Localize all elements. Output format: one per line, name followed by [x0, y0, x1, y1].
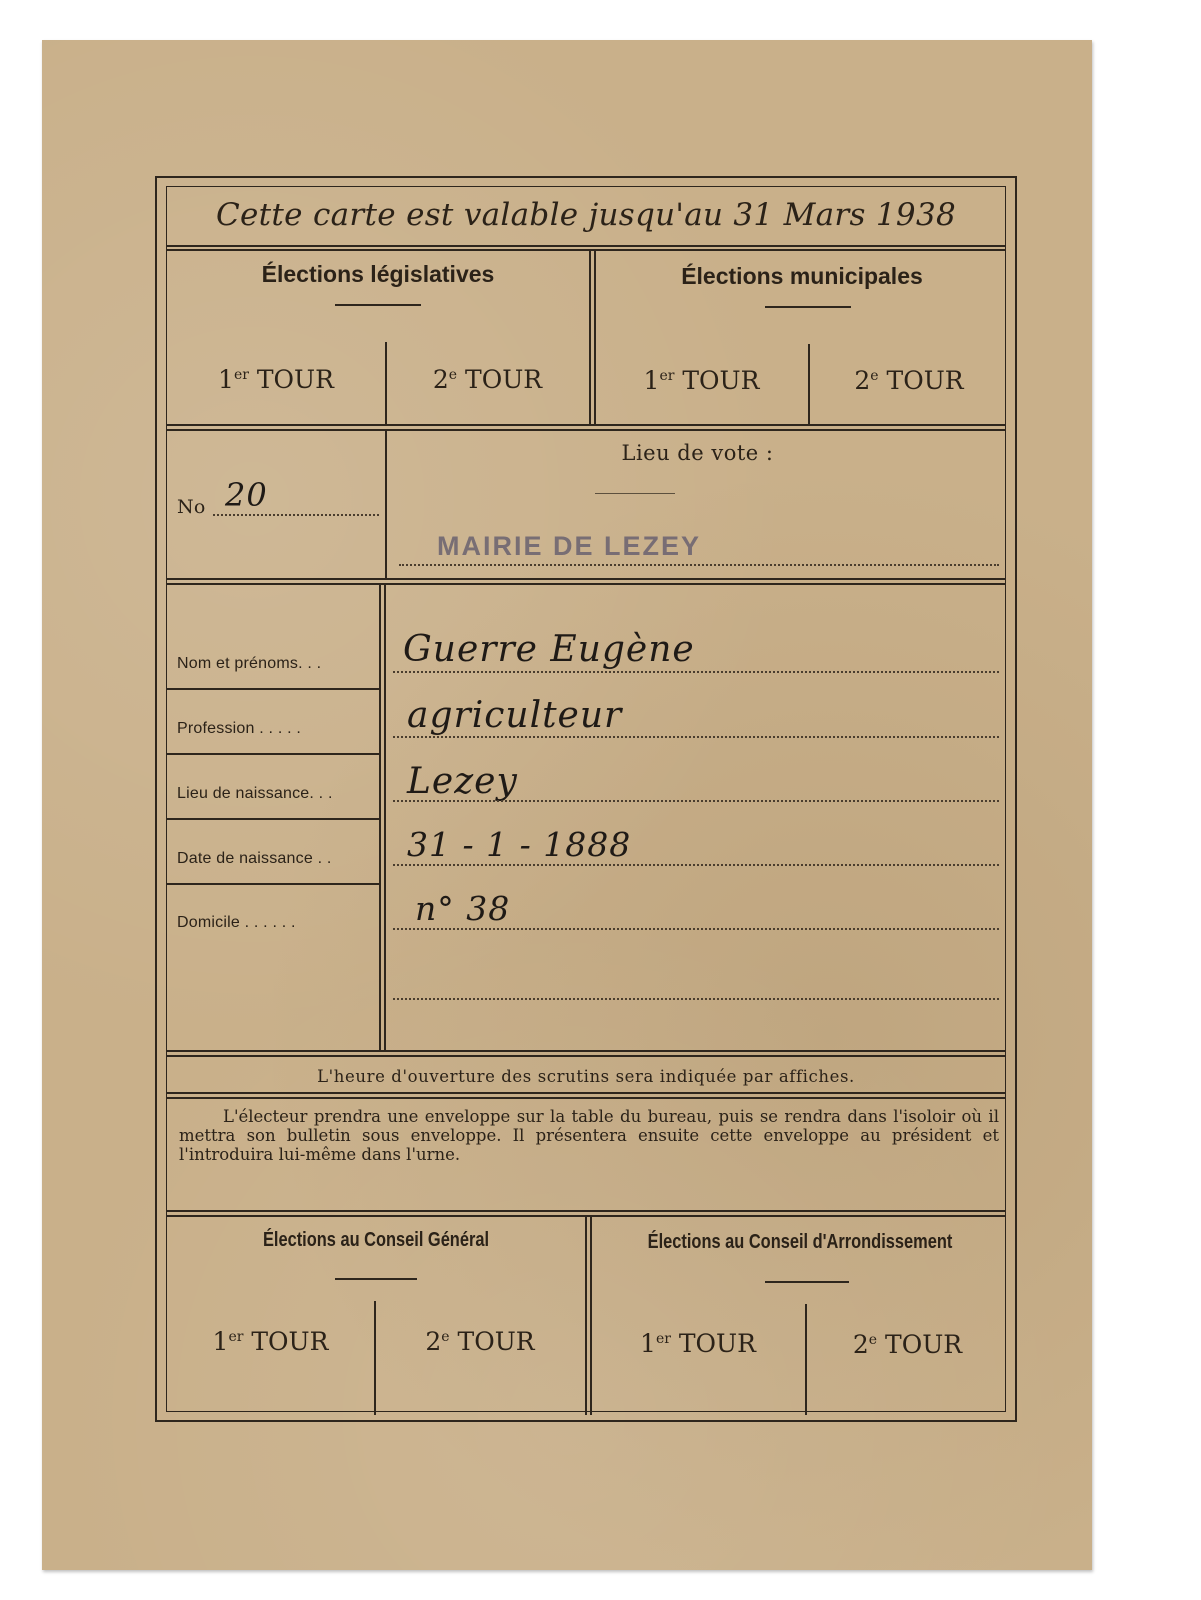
arrondissement-tour-1: 1er TOUR — [640, 1329, 756, 1358]
nom-dotted-line — [393, 671, 999, 673]
divider — [167, 578, 1005, 580]
divider — [167, 1055, 1005, 1057]
divider — [167, 424, 1005, 426]
validity-heading: Cette carte est valable jusqu'au 31 Mars 1938 — [215, 197, 957, 233]
divider — [167, 1092, 1005, 1094]
nom-value: Guerre Eugène — [403, 629, 695, 670]
municipales-tour-2: 2e TOUR — [854, 366, 964, 395]
divider — [167, 1050, 1005, 1052]
legislatives-tour-2: 2e TOUR — [432, 365, 543, 394]
voter-card — [42, 40, 1092, 1570]
divider — [585, 1216, 587, 1415]
municipales-tour-1: 1er TOUR — [643, 366, 760, 395]
profession-label: Profession . . . . . — [177, 720, 302, 737]
domicile-value: n° 38 — [415, 889, 511, 928]
card-inner-frame — [166, 186, 1006, 1412]
domicile-dotted-line — [393, 928, 999, 930]
domicile-dotted-line-2 — [393, 998, 999, 1000]
divider — [384, 584, 386, 1050]
divider — [167, 688, 379, 690]
divider — [167, 245, 1005, 247]
divider — [167, 818, 379, 820]
general-tour-2: 2e TOUR — [425, 1327, 535, 1356]
divider — [167, 1097, 1005, 1099]
divider — [765, 306, 851, 308]
divider — [590, 1216, 592, 1415]
polling-place-stamp: MAIRIE DE LEZEY — [437, 531, 702, 561]
lieu-naissance-label: Lieu de naissance. . . — [177, 785, 333, 802]
divider — [167, 883, 379, 885]
divider — [167, 1210, 1005, 1212]
lieu-naissance-dotted-line — [393, 800, 999, 802]
nom-label: Nom et prénoms. . . — [177, 655, 322, 672]
profession-dotted-line — [393, 736, 999, 738]
legislatives-title: Élections législatives — [261, 261, 495, 287]
number-label: No — [177, 496, 206, 518]
number-value: 20 — [225, 476, 268, 514]
opening-hours-notice: L'heure d'ouverture des scrutins sera indiquée par affiches. — [317, 1067, 855, 1086]
domicile-label: Domicile . . . . . . — [177, 914, 296, 931]
lieu-naissance-value: Lezey — [407, 761, 518, 802]
lieu-dotted-line — [399, 564, 999, 566]
divider — [595, 493, 675, 494]
date-naissance-value: 31 - 1 - 1888 — [407, 825, 632, 864]
municipales-title: Élections municipales — [681, 263, 923, 289]
divider — [167, 583, 1005, 585]
divider — [589, 250, 591, 424]
conseil-general-title: Élections au Conseil Général — [262, 1229, 490, 1251]
divider — [167, 429, 1005, 431]
card-frame — [155, 176, 1017, 1422]
arrondissement-tour-2: 2e TOUR — [852, 1330, 963, 1359]
legislatives-tour-1: 1er TOUR — [218, 365, 334, 394]
divider — [335, 304, 421, 306]
date-naissance-dotted-line — [393, 864, 999, 866]
divider — [379, 584, 381, 1050]
number-dotted-line — [213, 514, 379, 516]
general-tour-1: 1er TOUR — [212, 1327, 329, 1356]
voting-instructions: L'électeur prendra une enveloppe sur la table du bureau, puis se rendra dans l'isoloir où il mettra son bulletin sous enveloppe. Il présentera ensuite cette enveloppe au président et l'introduira lui-même dans l'urne. — [179, 1107, 999, 1164]
profession-value: agriculteur — [407, 695, 623, 736]
divider — [167, 753, 379, 755]
divider — [167, 249, 1005, 251]
divider — [374, 1301, 376, 1415]
divider — [765, 1281, 849, 1283]
date-naissance-label: Date de naissance . . — [177, 850, 332, 867]
divider — [805, 1304, 807, 1415]
divider — [335, 1278, 417, 1280]
conseil-arrondissement-title: Élections au Conseil d'Arrondissement — [647, 1231, 953, 1253]
lieu-de-vote-label: Lieu de vote : — [621, 441, 774, 465]
